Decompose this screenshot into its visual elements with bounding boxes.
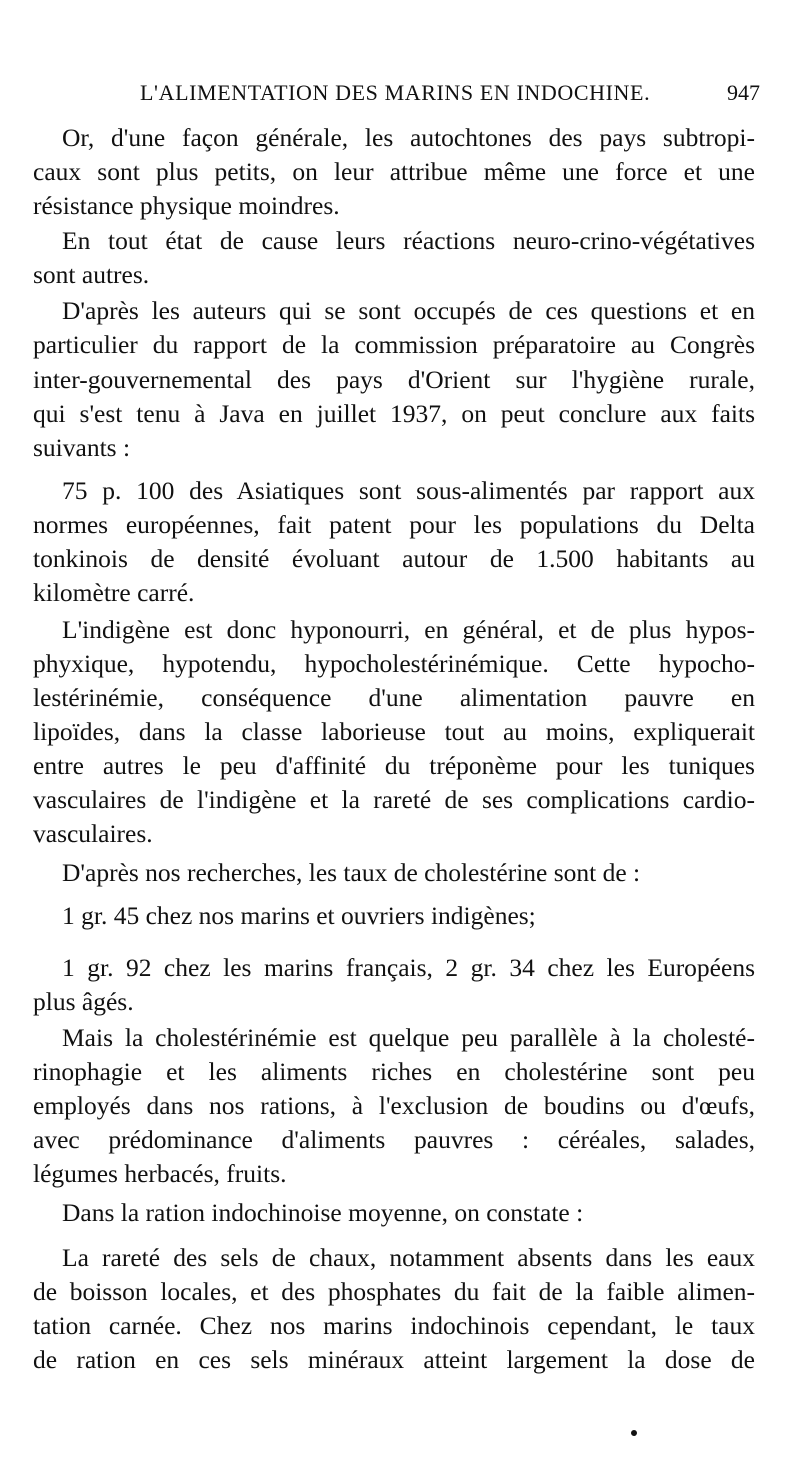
text-line: rinophagie et les aliments riches en cholestérine sont peu xyxy=(33,1057,755,1086)
text-line: légumes herbacés, fruits. xyxy=(33,1159,287,1188)
text-line: En tout état de cause leurs réactions neuro-crino-végétatives xyxy=(62,226,755,255)
text-line: employés dans nos rations, à l'exclusion de boudins ou d'œufs, xyxy=(33,1091,755,1120)
text-line: Dans la ration indochinoise moyenne, on constate : xyxy=(62,1198,584,1227)
text-line: L'indigène est donc hyponourri, en général, et de plus hypos- xyxy=(62,615,755,644)
text-line: de ration en ces sels minéraux atteint largement la dose de xyxy=(33,1345,755,1374)
text-line: vasculaires. xyxy=(33,819,153,848)
text-line: caux sont plus petits, on leur attribue même une force et une xyxy=(33,157,755,186)
text-line: particulier du rapport de la commission préparatoire au Congrès xyxy=(33,330,755,359)
text-line: entre autres le peu d'affinité du tréponème pour les tuniques xyxy=(33,751,755,780)
text-line: phyxique, hypotendu, hypocholestérinémique. Cette hypocho- xyxy=(33,649,755,678)
text-line: lestérinémie, conséquence d'une alimentation pauvre en xyxy=(33,683,755,712)
text-line: sont autres. xyxy=(33,260,150,289)
text-line: 75 p. 100 des Asiatiques sont sous-alimentés par rapport aux xyxy=(62,476,755,505)
text-line: inter-gouvernemental des pays d'Orient sur l'hygiène rurale, xyxy=(33,365,755,394)
text-line: tation carnée. Chez nos marins indochinois cependant, le taux xyxy=(33,1311,755,1340)
text-line: normes européennes, fait patent pour les populations du Delta xyxy=(33,510,755,539)
text-line: suivants : xyxy=(33,433,131,462)
text-line: 1 gr. 92 chez les marins français, 2 gr. 34 chez les Européens xyxy=(62,953,755,982)
page-number: 947 xyxy=(727,80,760,105)
text-line: qui s'est tenu à Java en juillet 1937, on peut conclure aux faits xyxy=(33,399,755,428)
running-header xyxy=(140,80,760,114)
text-line: 1 gr. 45 chez nos marins et ouvriers indigènes; xyxy=(62,901,536,930)
text-line: plus âgés. xyxy=(33,987,134,1016)
text-line: lipoïdes, dans la classe laborieuse tout au moins, expliquerait xyxy=(33,717,755,746)
text-line: vasculaires de l'indigène et la rareté de ses complications cardio- xyxy=(33,785,755,814)
text-line: avec prédominance d'aliments pauvres : céréales, salades, xyxy=(33,1125,755,1154)
text-line: D'après nos recherches, les taux de cholestérine sont de : xyxy=(62,858,641,887)
ink-speck xyxy=(631,1430,637,1436)
text-line: D'après les auteurs qui se sont occupés de ces questions et en xyxy=(62,296,755,325)
text-line: La rareté des sels de chaux, notamment absents dans les eaux xyxy=(62,1243,755,1272)
running-header-title: L'ALIMENTATION DES MARINS EN INDOCHINE. xyxy=(140,80,651,105)
text-line: Mais la cholestérinémie est quelque peu parallèle à la cholesté- xyxy=(62,1023,755,1052)
text-line: kilomètre carré. xyxy=(33,578,195,607)
text-line: Or, d'une façon générale, les autochtones des pays subtropi- xyxy=(62,123,755,152)
text-line: de boisson locales, et des phosphates du fait de la faible alimen- xyxy=(33,1277,755,1306)
text-line: résistance physique moindres. xyxy=(33,191,340,220)
text-line: tonkinois de densité évoluant autour de 1.500 habitants au xyxy=(33,544,755,573)
